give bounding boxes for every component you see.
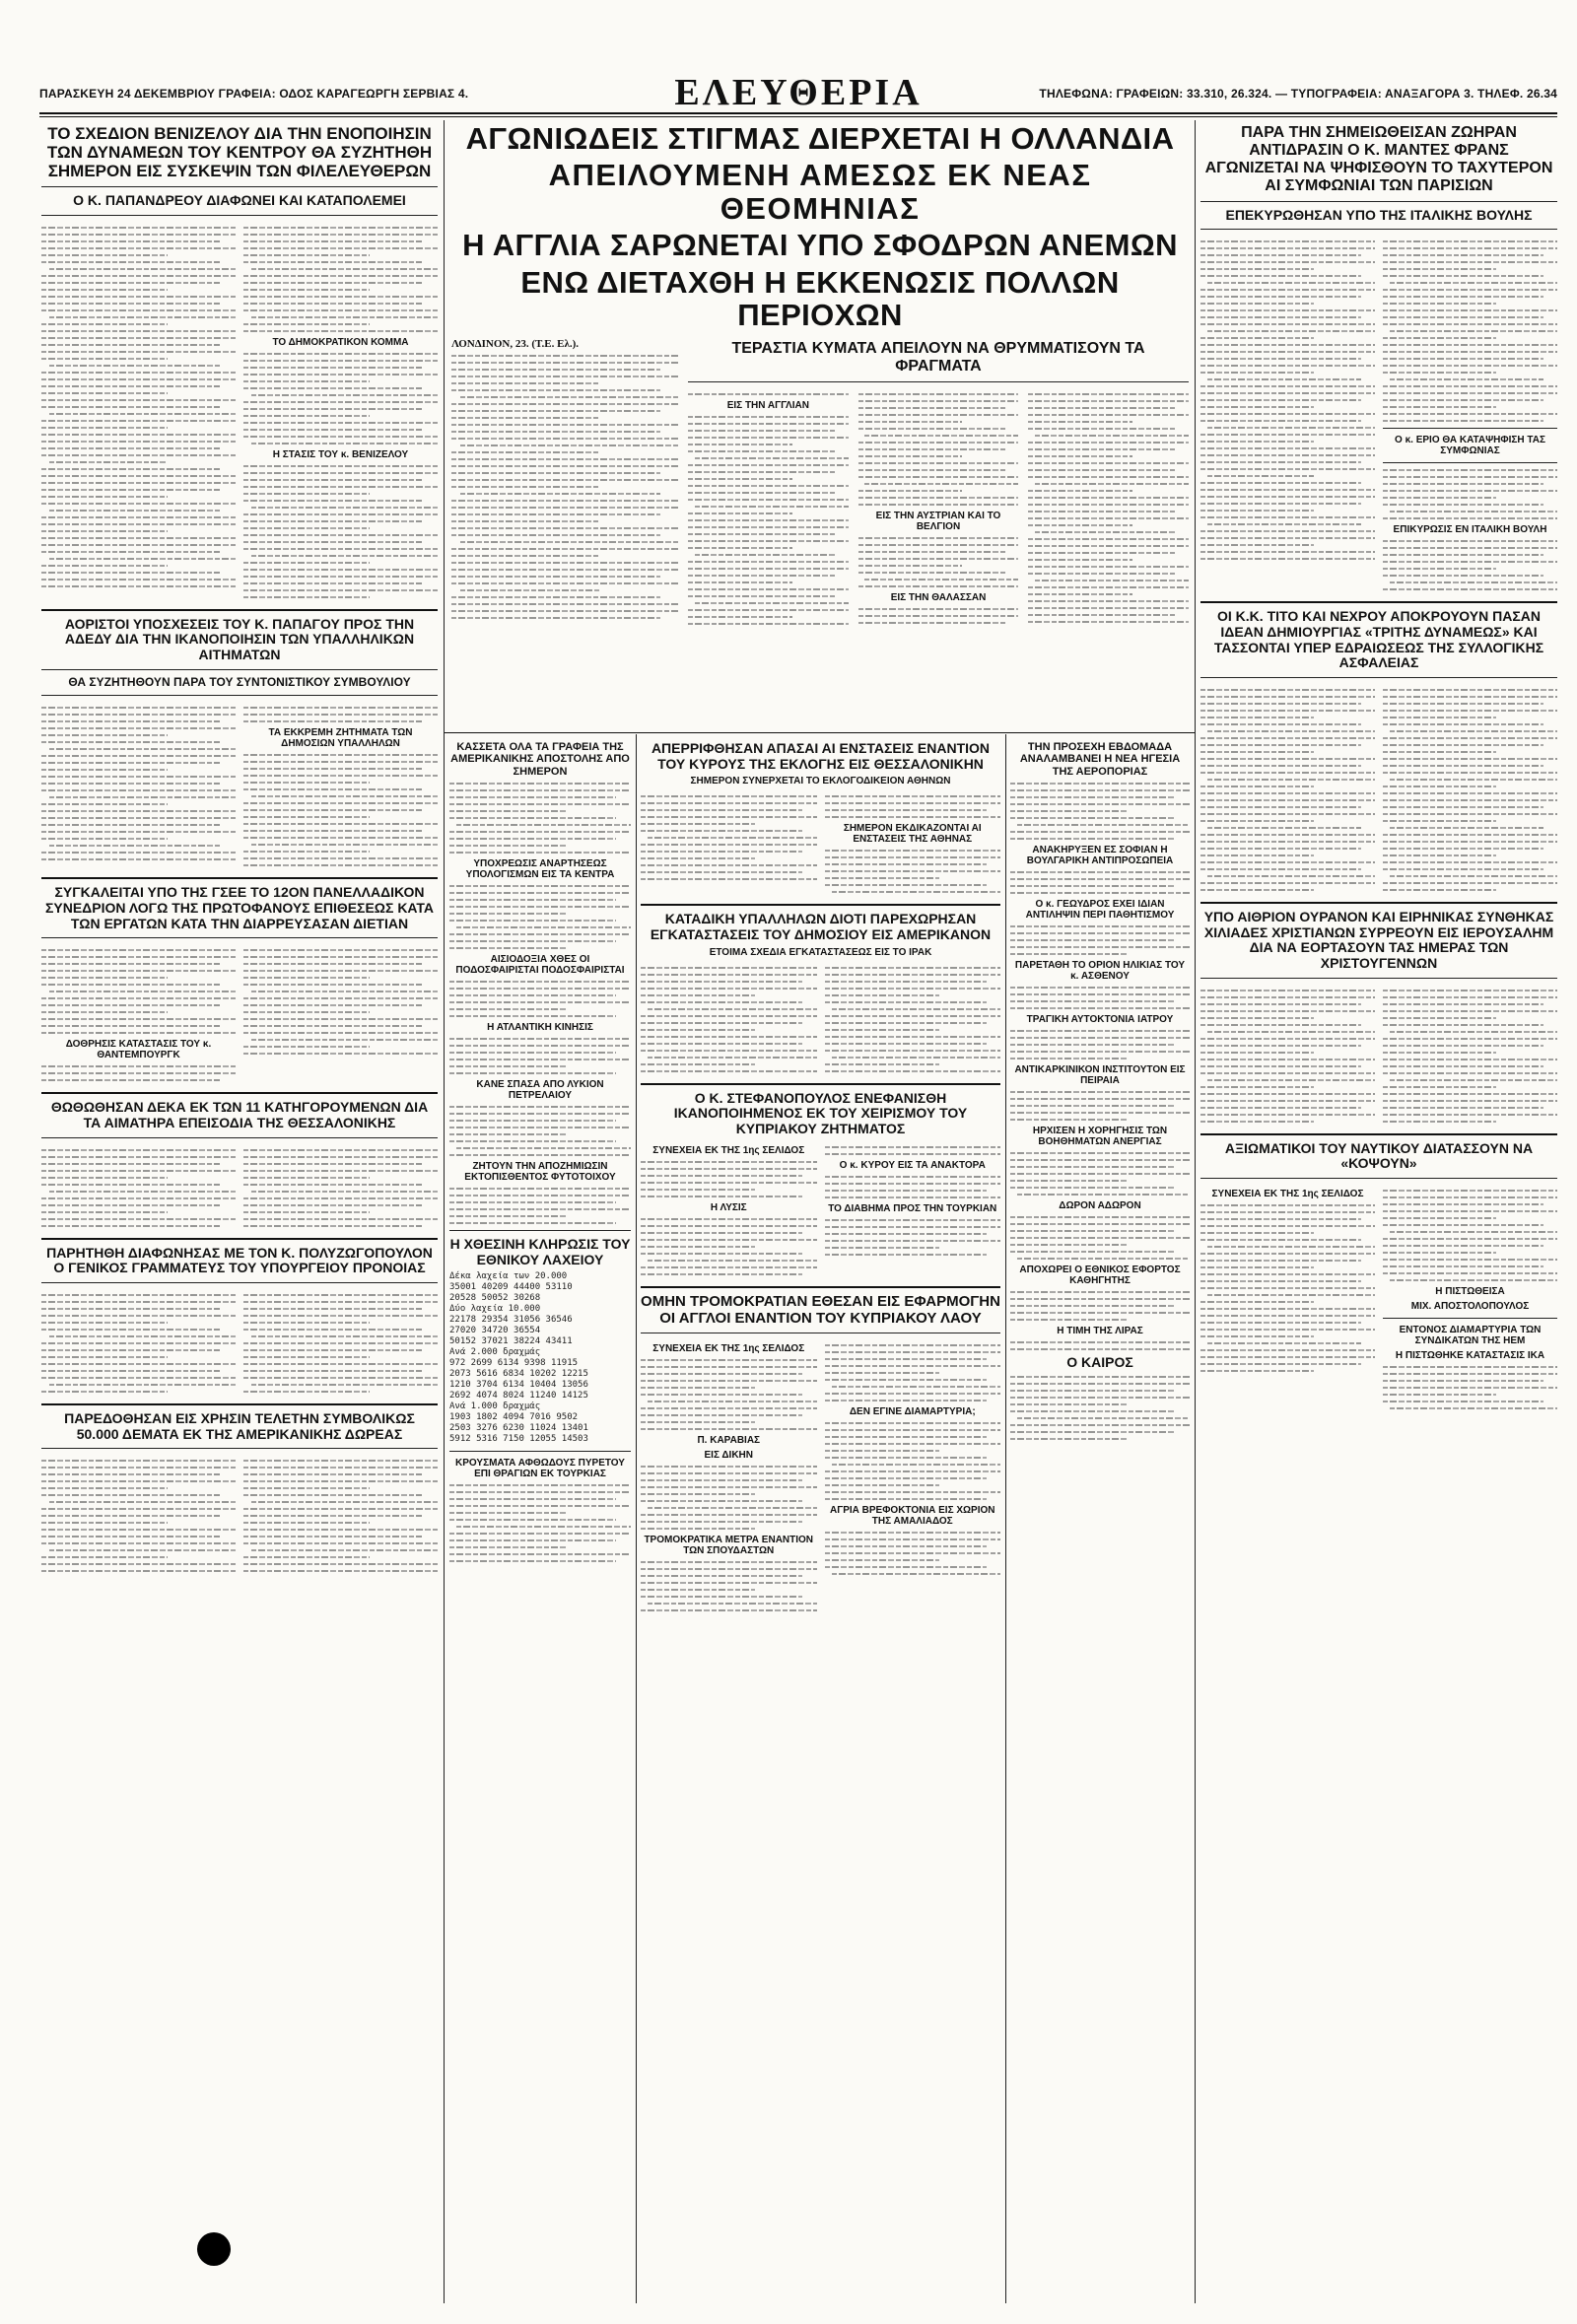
headline-thessaloniki-objections: ΑΠΕΡΡΙΦΘΗΣΑΝ ΑΠΑΣΑΙ ΑΙ ΕΝΣΤΑΣΕΙΣ ΕΝΑΝΤΙΟΝ ΤΟΥ ΚΥΡΟΥΣ ΤΗΣ ΕΚΛΟΓΗΣ ΕΙΣ ΘΕΣΣΑΛΟΝΙΚΗΝ (651, 740, 991, 772)
article-text (41, 1460, 236, 1572)
right-column (1200, 120, 1557, 2303)
article-text (243, 465, 438, 598)
article-text (41, 1294, 236, 1393)
article-text (1383, 469, 1557, 519)
headline-venizelos: ΤΟ ΣΧΕΔΙΟΝ ΒΕΝΙΖΕΛΟΥ ΔΙΑ ΤΗΝ ΕΝΟΠΟΙΗΣΙΝ ΤΩΝ ΔΥΝΑΜΕΩΝ ΤΟΥ ΚΕΝΤΡΟΥ ΘΑ ΣΥΖΗΤΗΘΗ ΣΗΜΕΡΟΝ ΕΙΣ ΣΥΣΚΕΨΙΝ ΤΩΝ ΦΙΛΕΛΕΥΘΕΡΩΝ (46, 124, 433, 181)
subhead-continued-3: ΣΥΝΕΧΕΙΑ ΕΚ ΤΗΣ 1ης ΣΕΛΙΔΟΣ (1211, 1189, 1364, 1200)
article-text (825, 967, 1001, 1072)
headline-calculations: ΥΠΟΧΡΕΩΣΙΣ ΑΝΑΡΤΗΣΕΩΣ ΥΠΟΛΟΓΙΣΜΩΝ ΕΙΣ ΤΑ ΚΕΝΤΡΑ (465, 857, 615, 880)
headline-air-force: ΤΗΝ ΠΡΟΣΕΧΗ ΕΒΔΟΜΑΔΑ ΑΝΑΛΑΜΒΑΝΕΙ Η ΝΕΑ ΗΓΕΣΙΑ ΤΗΣ ΑΕΡΟΠΟΡΙΑΣ (1019, 741, 1181, 778)
masthead-date-address: ΠΑΡΑΣΚΕΥΗ 24 ΔΕΚΕΜΒΡΙΟΥ ΓΡΑΦΕΙΑ: ΟΔΟΣ ΚΑΡΑΓΕΩΡΓΗ ΣΕΡΒΙΑΣ 4. (39, 87, 469, 101)
headline-petroleum: ΚΑΝΕ ΣΠΑΣΑ ΑΠΟ ΛΥΚΙΟΝ ΠΕΤΡΕΛΑΙΟΥ (476, 1078, 604, 1101)
article-text (825, 1532, 1001, 1575)
article-text (641, 795, 817, 880)
article-text (243, 353, 438, 444)
subhead-austria-belgium: ΕΙΣ ΤΗΝ ΑΥΣΤΡΙΑΝ ΚΑΙ ΤΟ ΒΕΛΓΙΟΝ (875, 510, 1001, 532)
signature-label: Η ΠΙΣΤΩΘΕΙΣΑ (1435, 1286, 1505, 1298)
headline-age-limit: ΠΑΡΕΤΑΘΗ ΤΟ ΟΡΙΟΝ ΗΛΙΚΙΑΣ ΤΟΥ κ. ΑΣΘΕΝΟΥ (1014, 959, 1186, 982)
masthead-rule-thin (39, 116, 1557, 117)
headline-jerusalem: ΥΠΟ ΑΙΘΡΙΟΝ ΟΥΡΑΝΟΝ ΚΑΙ ΕΙΡΗΝΙΚΑΣ ΣΥΝΘΗΚΑΣ ΧΙΛΙΑΔΕΣ ΧΡΙΣΤΙΑΝΩΝ ΣΥΡΡΕΟΥΝ ΕΙΣ ΙΕΡΟΥΣΑΛΗΜ ΔΙΑ ΝΑ ΕΟΡΤΑΣΟΥΝ ΤΑΣ ΗΜΕΡΑΣ ΤΩΝ ΧΡΙΣΤΟΥΓΕΝΝΩΝ (1203, 908, 1554, 971)
article-text (41, 707, 236, 860)
column-divider (444, 120, 445, 2303)
subhead-amaliada: ΑΓΡΙΑ ΒΡΕΦΟΚΤΟΝΙΑ ΕΙΣ ΧΩΡΙΟΝ ΤΗΣ ΑΜΑΛΙΑΔΟΣ (829, 1505, 995, 1528)
dateline-london: ΛΟΝΔΙΝΟΝ, 23. (Τ.Ε. Ελ.). (451, 337, 580, 350)
article-text (1200, 990, 1375, 1123)
article-text (449, 1106, 631, 1156)
banner-england-1: Η ΑΓΓΛΙΑ ΣΑΡΩΝΕΤΑΙ ΥΠΟ ΣΦΟΔΡΩΝ ΑΝΕΜΩΝ (462, 228, 1178, 263)
article-text (451, 355, 678, 619)
headline-navy-officers: ΑΞΙΩΜΑΤΙΚΟΙ ΤΟΥ ΝΑΥΤΙΚΟΥ ΔΙΑΤΑΣΣΟΥΝ ΝΑ «ΚΟΨΟΥΝ» (1224, 1139, 1534, 1172)
article-text (243, 754, 438, 866)
left-column (41, 120, 438, 2303)
masthead-phones: ΤΗΛΕΦΩΝΑ: ΓΡΑΦΕΙΩΝ: 33.310, 26.324. — ΤΥΠΟΓΡΑΦΕΙΑ: ΑΝΑΞΑΓΟΡΑ 3. ΤΗΛΕΦ. 26.34 (1039, 87, 1557, 101)
article-text (1383, 1366, 1557, 1409)
article-text (825, 1422, 1001, 1500)
article-text (1010, 1291, 1190, 1321)
article-text (1010, 1376, 1190, 1440)
article-text (449, 885, 631, 949)
headline-professor: ΑΠΟΧΩΡΕΙ Ο ΕΘΝΙΚΟΣ ΕΦΟΡΤΟΣ ΚΑΘΗΓΗΤΗΣ (1019, 1264, 1181, 1286)
subhead-continued-2: ΣΥΝΕΧΕΙΑ ΕΚ ΤΗΣ 1ης ΣΕΛΙΔΟΣ (652, 1343, 805, 1355)
headline-welfare-resignation: ΠΑΡΗΤΗΘΗ ΔΙΑΦΩΝΗΣΑΣ ΜΕ ΤΟΝ Κ. ΠΟΛΥΖΩΓΟΠΟΥΛΟΝ Ο ΓΕΝΙΚΟΣ ΓΡΑΜΜΑΤΕΥΣ ΤΟΥ ΥΠΟΥΡΓΕΙΟΥ ΠΡΟΝΟΙΑΣ (46, 1244, 433, 1276)
article-text (641, 1161, 817, 1197)
article-text (825, 795, 1001, 818)
lottery-numbers: Δέκα λαχεία των 20.000 35001 40209 44400 53110 20528 50052 30268 Δύο λαχεία 10.000 22178 29354 31056 36546 27020 34720 36554 50152 37021 38224 43411 Ανά 2.000 δραχμάς 972 2699 6134 9398 11915 2073 5616 6834 10202 12215 1210 3704 6134 10404 13056 2692 4074 8024 11240 14125 Ανά 1.000 δραχμάς 1903 1802 4094 7016 9502 2503 3276 6230 11024 13401 5912 5316 7150 12055 14503 (449, 1271, 588, 1445)
article-text (858, 608, 1019, 624)
subhead-athens-objections: ΣΗΜΕΡΟΝ ΕΚΔΙΚΑΖΟΝΤΑΙ ΑΙ ΕΝΣΤΑΣΕΙΣ ΤΗΣ ΑΘΗΝΑΣ (843, 823, 982, 846)
banner-england-2: ΕΝΩ ΔΙΕΤΑΧΘΗ Η ΕΚΚΕΝΩΣΙΣ ΠΟΛΛΩΝ ΠΕΡΙΟΧΩΝ (520, 264, 1120, 333)
headline-footballers: ΑΙΣΙΟΔΟΞΙΑ ΧΘΕΣ ΟΙ ΠΟΔΟΣΦΑΙΡΙΣΤΑΙ ΠΟΔΟΣΦΑΙΡΙΣΤΑΙ (455, 953, 625, 976)
article-text (1200, 240, 1375, 560)
headline-cyprus-terror: ΟΜΗΝ ΤΡΟΜΟΚΡΑΤΙΑΝ ΕΘΕΣΑΝ ΕΙΣ ΕΦΑΡΜΟΓΗΝ ΟΙ ΑΓΓΛΟΙ ΕΝΑΝΤΙΟΝ ΤΟΥ ΚΥΠΡΙΑΚΟΥ ΛΑΟΥ (641, 1292, 1000, 1327)
masthead-rule (39, 112, 1557, 114)
article-text (825, 1146, 1001, 1155)
subhead-trial: ΕΙΣ ΔΙΚΗΝ (704, 1450, 753, 1462)
banner-holland-2: ΑΠΕΙΛΟΥΜΕΝΗ ΑΜΕΣΩΣ ΕΚ ΝΕΑΣ ΘΕΟΜΗΝΙΑΣ (548, 158, 1092, 226)
headline-unemployment-aid: ΗΡΧΙΣΕΝ Η ΧΟΡΗΓΗΣΙΣ ΤΩΝ ΒΟΗΘΗΜΑΤΩΝ ΑΝΕΡΓΙΑΣ (1032, 1125, 1168, 1147)
subhead-ratification: ΕΠΙΚΥΡΩΣΙΣ ΕΝ ΙΤΑΛΙΚΗ ΒΟΥΛΗ (1393, 524, 1547, 536)
article-text (1383, 1190, 1557, 1281)
headline-hem-unions: ΕΝΤΟΝΟΣ ΔΙΑΜΑΡΤΥΡΙΑ ΤΩΝ ΣΥΝΔΙΚΑΤΩΝ ΤΗΣ ΗΕΜ (1399, 1325, 1542, 1347)
headline-pound-price: Η ΤΙΜΗ ΤΗΣ ΛΙΡΑΣ (1057, 1325, 1143, 1336)
article-text (1010, 1091, 1190, 1121)
headline-thessaloniki-trial: ΘΩΘΩΘΗΣΑΝ ΔΕΚΑ ΕΚ ΤΩΝ 11 ΚΑΤΗΓΟΡΟΥΜΕΝΩΝ ΔΙΑ ΤΑ ΑΙΜΑΤΗΡΑ ΕΠΕΙΣΟΔΙΑ ΤΗΣ ΘΕΣΣΑΛΟΝΙΚΗΣ (50, 1099, 429, 1130)
article-text (449, 783, 631, 854)
article-text (449, 981, 631, 1017)
headline-us-mission-offices: ΚΑΣΣΕΤΑ ΟΛΑ ΤΑ ΓΡΑΦΕΙΑ ΤΗΣ ΑΜΕΡΙΚΑΝΙΚΗΣ ΑΠΟΣΤΟΛΗΣ ΑΠΟ ΣΗΜΕΡΟΝ (450, 741, 630, 778)
section-rule (445, 732, 1195, 733)
article-text (641, 967, 817, 1072)
headline-gift: ΔΩΡΟΝ ΑΔΩΡΟΝ (1059, 1199, 1141, 1211)
article-text (1028, 393, 1189, 623)
article-text (1383, 689, 1557, 891)
article-text (1010, 1030, 1190, 1059)
article-text (825, 1176, 1001, 1198)
subhead-thantembourg: ΔΟΘΡΗΣΙΣ ΚΑΤΑΣΤΑΣΙΣ ΤΟΥ κ. ΘΑΝΤΕΜΠΟΥΡΓΚ (65, 1039, 212, 1061)
subhead-anglia: ΕΙΣ ΤΗΝ ΑΓΓΛΙΑΝ (726, 399, 809, 411)
headline-weather: Ο ΚΑΙΡΟΣ (1066, 1353, 1133, 1370)
subhead-herriot: Ο κ. ΕΡΙΟ ΘΑ ΚΑΤΑΨΗΦΙΣΗ ΤΑΣ ΣΥΜΦΩΝΙΑΣ (1395, 435, 1545, 457)
deck-waves: ΤΕΡΑΣΤΙΑ ΚΥΜΑΤΑ ΑΠΕΙΛΟΥΝ ΝΑ ΘΡΥΜΜΑΤΙΣΟΥΝ ΤΑ ΦΡΑΓΜΑΤΑ (731, 339, 1145, 375)
article-text (41, 1149, 236, 1227)
article-text (449, 1188, 631, 1224)
article-text (641, 1466, 817, 1530)
signature-name: ΜΙΧ. ΑΠΟΣΤΟΛΟΠΟΥΛΟΣ (1410, 1301, 1530, 1313)
subhead-sea: ΕΙΣ ΤΗΝ ΘΑΛΑΣΣΑΝ (890, 591, 987, 603)
headline-atlantic: Η ΑΤΛΑΝΤΙΚΗ ΚΙΝΗΣΙΣ (487, 1021, 593, 1033)
article-text (858, 537, 1019, 587)
headline-american-donation: ΠΑΡΕΔΟΘΗΣΑΝ ΕΙΣ ΧΡΗΣΙΝ ΤΕΛΕΤΗΝ ΣΥΜΒΟΛΙΚΩΣ 50.000 ΔΕΜΑΤΑ ΕΚ ΤΗΣ ΑΜΕΡΙΚΑΝΙΚΗΣ ΔΩΡΕΑΣ (64, 1409, 415, 1442)
article-text (688, 416, 849, 625)
article-text (243, 1294, 438, 1393)
article-text (1010, 1152, 1190, 1196)
article-text (825, 1219, 1001, 1256)
article-text (1200, 1204, 1375, 1372)
article-text (243, 1460, 438, 1572)
article-text (41, 1065, 236, 1081)
subhead-palace: Ο κ. ΚΥΡΟΥ ΕΙΣ ΤΑ ΑΝΑΚΤΟΡΑ (839, 1159, 986, 1171)
subhead-solution: Η ΛΥΣΙΣ (710, 1201, 747, 1213)
headline-doctor-suicide: ΤΡΑΓΙΚΗ ΑΥΤΟΚΤΟΝΙΑ ΙΑΤΡΟΥ (1026, 1013, 1174, 1025)
subhead-electoral-court: ΣΗΜΕΡΟΝ ΣΥΝΕΡΧΕΤΑΙ ΤΟ ΕΚΛΟΓΟΔΙΚΕΙΟΝ ΑΘΗΝΩΝ (690, 776, 951, 787)
byline-karavias: Π. ΚΑΡΑΒΙΑΣ (697, 1435, 761, 1447)
subhead-iraq-plans: ΕΤΟΙΜΑ ΣΧΕΔΙΑ ΕΓΚΑΤΑΣΤΑΣΕΩΣ ΕΙΣ ΤΟ ΙΡΑΚ (709, 946, 932, 958)
headline-foot-and-mouth: ΚΡΟΥΣΜΑΤΑ ΑΦΘΩΔΟΥΣ ΠΥΡΕΤΟΥ ΕΠΙ ΘΡΑΓΙΩΝ ΕΚ ΤΟΥΡΚΙΑΣ (455, 1458, 625, 1480)
article-text (825, 850, 1001, 893)
article-text (1010, 987, 1190, 1009)
headline-lottery: Η ΧΘΕΣΙΝΗ ΚΛΗΡΩΣΙΣ ΤΟΥ ΕΘΝΙΚΟΥ ΛΑΧΕΙΟΥ (449, 1235, 631, 1267)
article-text (688, 393, 849, 395)
headline-employees-convicted: ΚΑΤΑΔΙΚΗ ΥΠΑΛΛΗΛΩΝ ΔΙΟΤΙ ΠΑΡΕΧΩΡΗΣΑΝ ΕΓΚΑΤΑΣΤΑΣΕΙΣ ΤΟΥ ΔΗΜΟΣΙΟΥ ΕΙΣ ΑΜΕΡΙΚΑΝΟΝ (650, 911, 992, 943)
column-divider (636, 734, 637, 2303)
article-text (1010, 1216, 1190, 1260)
article-text (449, 1484, 631, 1562)
article-text (1010, 871, 1190, 894)
headline-bulgarian-delegation: ΑΝΑΚΗΡΥΞΕΝ ΕΣ ΣΟΦΙΑΝ Η ΒΟΥΛΓΑΡΙΚΗ ΑΝΤΙΠΡΟΣΩΠΕΙΑ (1026, 844, 1174, 866)
article-text (641, 1561, 817, 1611)
subhead-student-measures: ΤΡΟΜΟΚΡΑΤΙΚΑ ΜΕΤΡΑ ΕΝΑΝΤΙΟΝ ΤΩΝ ΣΠΟΥΔΑΣΤΩΝ (644, 1535, 814, 1557)
center-middle-column (641, 737, 1000, 2303)
subhead-coordination-council: ΘΑ ΣΥΖΗΤΗΘΟΥΝ ΠΑΡΑ ΤΟΥ ΣΥΝΤΟΝΙΣΤΙΚΟΥ ΣΥΜΒΟΥΛΙΟΥ (68, 674, 411, 689)
headline-compensation: ΖΗΤΟΥΝ ΤΗΝ ΑΠΟΖΗΜΙΩΣΙΝ ΕΚΤΟΠΙΣΘΕΝΤΟΣ ΦΥΤΟΤΟΙΧΟΥ (464, 1160, 616, 1183)
headline-passivism: Ο κ. ΓΕΩΥΔΡΟΣ ΕΧΕΙ ΙΔΙΑΝ ΑΝΤΙΛΗΨΙΝ ΠΕΡΙ ΠΑΘΗΤΙΣΜΟΥ (1025, 898, 1175, 921)
article-text (1200, 689, 1375, 891)
headline-cancer-institute: ΑΝΤΙΚΑΡΚΙΝΙΚΟΝ ΙΝΣΤΙΤΟΥΤΟΝ ΕΙΣ ΠΕΙΡΑΙΑ (1014, 1063, 1186, 1086)
article-text (243, 1149, 438, 1227)
subhead-papandreou: Ο Κ. ΠΑΠΑΝΔΡΕΟΥ ΔΙΑΦΩΝΕΙ ΚΑΙ ΚΑΤΑΠΟΛΕΜΕΙ (73, 192, 406, 209)
article-text (243, 949, 438, 1055)
article-text (1383, 990, 1557, 1123)
article-text (41, 949, 236, 1034)
subhead-continued: ΣΥΝΕΧΕΙΑ ΕΚ ΤΗΣ 1ης ΣΕΛΙΔΟΣ (652, 1144, 805, 1156)
headline-stefanopoulos: Ο Κ. ΣΤΕΦΑΝΟΠΟΥΛΟΣ ΕΝΕΦΑΝΙΣΘΗ ΙΚΑΝΟΠΟΙΗΜΕΝΟΣ ΕΚ ΤΟΥ ΧΕΙΡΙΣΜΟΥ ΤΟΥ ΚΥΠΡΙΑΚΟΥ ΖΗΤΗΜΑΤΟΣ (673, 1089, 968, 1137)
column-divider (1195, 120, 1196, 2303)
masthead (39, 72, 1557, 113)
article-text (243, 227, 438, 332)
subhead-italian-parliament: ΕΠΕΚΥΡΩΘΗΣΑΝ ΥΠΟ ΤΗΣ ΙΤΑΛΙΚΗΣ ΒΟΥΛΗΣ (1225, 206, 1533, 223)
ink-blot (197, 2232, 231, 2266)
headline-gsee-congress: ΣΥΓΚΑΛΕΙΤΑΙ ΥΠΟ ΤΗΣ ΓΣΕΕ ΤΟ 12ΟΝ ΠΑΝΕΛΛΑΔΙΚΟΝ ΣΥΝΕΔΡΙΟΝ ΛΟΓΩ ΤΗΣ ΠΡΩΤΟΦΑΝΟΥΣ ΕΠΙΘΕΣΕΩΣ ΚΑΤΑ ΤΩΝ ΕΡΓΑΤΩΝ ΚΑΤΑ ΤΗΝ ΔΙΑΡΡΕΥΣΑΣΑΝ ΔΙΕΤΙΑΝ (44, 884, 434, 931)
subhead-ika: Η ΠΙΣΤΩΘΗΚΕ ΚΑΤΑΣΤΑΣΙΣ ΙΚΑ (1395, 1350, 1545, 1362)
article-text (641, 1359, 817, 1430)
article-text (825, 1344, 1001, 1401)
article-text (1010, 925, 1190, 955)
newspaper-title: ΕΛΕΥΘΕΡΙΑ (674, 72, 923, 113)
article-text (641, 1218, 817, 1275)
article-text (1010, 783, 1190, 840)
headline-tito-nehru: ΟΙ Κ.Κ. ΤΙΤΟ ΚΑΙ ΝΕΧΡΟΥ ΑΠΟΚΡΟΥΟΥΝ ΠΑΣΑΝ ΙΔΕΑΝ ΔΗΜΙΟΥΡΓΙΑΣ «ΤΡΙΤΗΣ ΔΥΝΑΜΕΩΣ» ΚΑΙ ΤΑΣΣΟΝΤΑΙ ΥΠΕΡ ΕΔΡΑΙΩΣΕΩΣ ΤΗΣ ΣΥΛΛΟΓΙΚΗΣ ΑΣΦΑΛΕΙΑΣ (1213, 608, 1544, 671)
article-text (243, 707, 438, 722)
subhead-turkey-demarche: ΤΟ ΔΙΑΒΗΜΑ ΠΡΟΣ ΤΗΝ ΤΟΥΡΚΙΑΝ (828, 1202, 997, 1214)
article-text (449, 1038, 631, 1074)
article-text (858, 393, 1019, 506)
banner-holland-1: ΑΓΩΝΙΩΔΕΙΣ ΣΤΙΓΜΑΣ ΔΙΕΡΧΕΤΑΙ Η ΟΛΛΑΝΔΙΑ (465, 121, 1175, 156)
article-text (41, 227, 236, 587)
subhead-pending-issues: ΤΑ ΕΚΚΡΕΜΗ ΖΗΤΗΜΑΤΑ ΤΩΝ ΔΗΜΟΣΙΩΝ ΥΠΑΛΛΗΛΩΝ (268, 727, 413, 750)
subhead-venizelos-stance: Η ΣΤΑΣΙΣ ΤΟΥ κ. ΒΕΝΙΖΕΛΟΥ (272, 448, 409, 460)
column-divider (1005, 734, 1006, 2303)
article-text (1383, 240, 1557, 422)
headline-mendes-france: ΠΑΡΑ ΤΗΝ ΣΗΜΕΙΩΘΕΙΣΑΝ ΖΩΗΡΑΝ ΑΝΤΙΔΡΑΣΙΝ Ο Κ. ΜΑΝΤΕΣ ΦΡΑΝΣ ΑΓΩΝΙΖΕΤΑΙ ΝΑ ΨΗΦΙΣΘΟΥΝ ΤΟ ΤΑΧΥΤΕΡΟΝ ΑΙ ΣΥΜΦΩΝΙΑΙ ΤΩΝ ΠΑΡΙΣΙΩΝ (1204, 124, 1553, 194)
subhead-no-protest: ΔΕΝ ΕΓΙΝΕ ΔΙΑΜΑΡΤΥΡΙΑ; (849, 1406, 976, 1418)
headline-papagos-adedy: ΑΟΡΙΣΤΟΙ ΥΠΟΣΧΕΣΕΙΣ ΤΟΥ Κ. ΠΑΠΑΓΟΥ ΠΡΟΣ ΤΗΝ ΑΔΕΔΥ ΔΙΑ ΤΗΝ ΙΚΑΝΟΠΟΙΗΣΙΝ ΤΩΝ ΥΠΑΛΛΗΛΙΚΩΝ ΑΙΤΗΜΑΤΩΝ (64, 615, 415, 663)
subhead-democratic-party: ΤΟ ΔΗΜΟΚΡΑΤΙΚΟΝ ΚΟΜΜΑ (272, 336, 409, 348)
main-story (451, 120, 1189, 731)
article-text (1010, 1341, 1190, 1350)
column-four (1010, 737, 1190, 2303)
center-small-column (449, 737, 631, 2303)
article-text (1383, 540, 1557, 590)
